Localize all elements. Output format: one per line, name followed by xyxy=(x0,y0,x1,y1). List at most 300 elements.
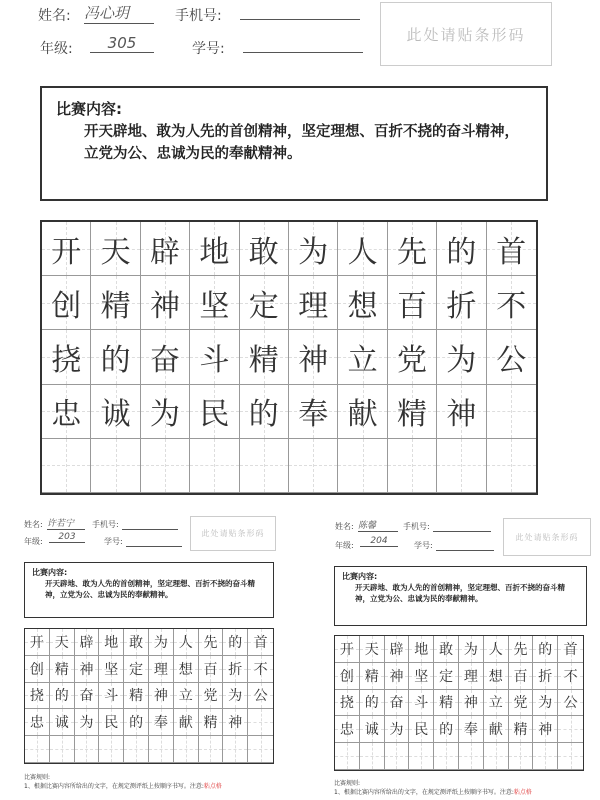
grid-cell xyxy=(149,683,174,710)
grid-cell xyxy=(409,716,434,743)
grid-cell xyxy=(174,656,199,683)
grid-cell xyxy=(335,636,360,663)
student-id-line xyxy=(126,545,182,547)
content-box xyxy=(334,566,587,626)
grid-cell xyxy=(388,276,437,330)
grid-cell xyxy=(91,439,140,493)
rules-block xyxy=(334,778,596,796)
grid-cell xyxy=(338,330,387,384)
grid-char: 立 xyxy=(488,695,503,712)
grid-cell xyxy=(50,656,75,683)
grid-char: 创 xyxy=(51,288,82,324)
grid-cell xyxy=(360,663,385,690)
grid-char: 首 xyxy=(253,634,268,651)
student-id-line xyxy=(436,549,494,551)
grid-cell xyxy=(459,716,484,743)
grid-char: 精 xyxy=(129,688,144,705)
content-title: 比赛内容: xyxy=(342,572,378,581)
grid-cell xyxy=(124,709,149,736)
grid-cell xyxy=(91,276,140,330)
grid-cell xyxy=(484,743,509,770)
grid-cell xyxy=(459,663,484,690)
grid-cell xyxy=(223,709,248,736)
grid-char: 奉 xyxy=(463,722,478,739)
grid-char: 奉 xyxy=(298,397,329,433)
grid-cell xyxy=(409,743,434,770)
grid-char: 斗 xyxy=(104,688,119,705)
grid-cell xyxy=(487,439,536,493)
grid-char: 理 xyxy=(153,661,168,678)
grid-char: 人 xyxy=(178,634,193,651)
grid-char: 诚 xyxy=(364,722,379,739)
grid-cell xyxy=(289,330,338,384)
grid-cell xyxy=(509,716,534,743)
name-value: 陈馨 xyxy=(358,518,398,532)
grid-char: 献 xyxy=(488,722,503,739)
rule-text: 1、根据比赛内容所给出的文字，在规定测评纸上按顺序书写。注意: xyxy=(24,783,204,790)
grid-cell xyxy=(99,629,124,656)
grid-char: 神 xyxy=(463,695,478,712)
grid-char: 为 xyxy=(463,641,478,658)
grid-cell xyxy=(223,629,248,656)
grid-char: 定 xyxy=(129,661,144,678)
grid-cell xyxy=(484,636,509,663)
grid-cell xyxy=(174,736,199,763)
grid-cell xyxy=(289,439,338,493)
grid-char: 民 xyxy=(104,715,119,732)
grid-char: 诚 xyxy=(100,397,131,433)
grid-cell xyxy=(487,222,536,276)
grid-cell xyxy=(199,683,224,710)
grid-char: 的 xyxy=(100,342,131,378)
grid-char: 的 xyxy=(439,722,454,739)
grid-char: 立 xyxy=(347,342,378,378)
grid-cell xyxy=(434,690,459,717)
grid-char: 折 xyxy=(538,668,553,685)
grid-cell xyxy=(248,629,273,656)
grid-char: 神 xyxy=(446,397,477,433)
grid-cell xyxy=(149,656,174,683)
grid-char: 精 xyxy=(248,342,279,378)
grid-cell xyxy=(42,385,91,439)
writing-grid xyxy=(24,628,274,764)
grid-char: 先 xyxy=(396,234,427,270)
phone-label: 手机号: xyxy=(92,520,119,529)
grid-char: 想 xyxy=(178,661,193,678)
phone-line xyxy=(240,18,360,20)
grade-label: 年级: xyxy=(335,541,354,550)
rules-block xyxy=(24,772,284,790)
grid-cell xyxy=(248,709,273,736)
grid-cell xyxy=(240,330,289,384)
barcode-box: 此处请贴条形码 xyxy=(380,2,552,66)
grid-cell xyxy=(240,385,289,439)
grid-char: 人 xyxy=(488,641,503,658)
grid-char: 坚 xyxy=(414,668,429,685)
grid-cell xyxy=(335,690,360,717)
grid-char: 想 xyxy=(347,288,378,324)
grid-char: 百 xyxy=(203,661,218,678)
grid-cell xyxy=(533,716,558,743)
grid-char: 定 xyxy=(439,668,454,685)
grid-char: 挠 xyxy=(339,695,354,712)
grid-char: 奋 xyxy=(389,695,404,712)
grid-char: 的 xyxy=(538,641,553,658)
grid-cell xyxy=(335,743,360,770)
grid-cell xyxy=(385,663,410,690)
grid-cell xyxy=(509,636,534,663)
grid-cell xyxy=(50,709,75,736)
grid-cell xyxy=(91,222,140,276)
student-id-label: 学号: xyxy=(192,41,225,57)
grid-char: 民 xyxy=(414,722,429,739)
grid-char: 立 xyxy=(178,688,193,705)
grid-char: 党 xyxy=(203,688,218,705)
grid-cell xyxy=(91,385,140,439)
grid-cell xyxy=(487,330,536,384)
grid-cell xyxy=(360,743,385,770)
grid-char: 精 xyxy=(203,715,218,732)
writing-grid xyxy=(40,220,538,495)
grid-char: 忠 xyxy=(51,397,82,433)
grid-cell xyxy=(335,716,360,743)
grid-char: 先 xyxy=(513,641,528,658)
grid-char: 的 xyxy=(248,397,279,433)
barcode-box: 此处请贴条形码 xyxy=(503,518,591,556)
grid-cell xyxy=(174,709,199,736)
grid-cell xyxy=(124,683,149,710)
grid-cell xyxy=(437,385,486,439)
grid-cell xyxy=(174,629,199,656)
grid-cell xyxy=(385,743,410,770)
grid-cell xyxy=(533,690,558,717)
grid-char: 地 xyxy=(199,234,230,270)
grid-cell xyxy=(434,636,459,663)
grid-cell xyxy=(99,656,124,683)
grade-value: 204 xyxy=(360,536,398,547)
grid-cell xyxy=(484,663,509,690)
grid-cell xyxy=(75,683,100,710)
grid-cell xyxy=(558,716,583,743)
grid-char: 精 xyxy=(513,722,528,739)
phone-line xyxy=(433,530,491,532)
grid-cell xyxy=(223,656,248,683)
grid-char: 精 xyxy=(439,695,454,712)
name-value: 冯心玥 xyxy=(84,2,154,24)
grid-cell xyxy=(437,276,486,330)
grid-cell xyxy=(50,629,75,656)
grid-char: 天 xyxy=(364,641,379,658)
grid-cell xyxy=(434,743,459,770)
grid-char: 不 xyxy=(496,288,527,324)
grid-char: 敢 xyxy=(129,634,144,651)
grid-cell xyxy=(75,709,100,736)
grid-cell xyxy=(99,709,124,736)
grid-cell xyxy=(149,629,174,656)
grid-cell xyxy=(558,636,583,663)
grid-cell xyxy=(459,636,484,663)
grid-cell xyxy=(25,683,50,710)
grid-char: 斗 xyxy=(199,342,230,378)
grid-cell xyxy=(484,690,509,717)
rules-title: 比赛规则: xyxy=(24,774,51,781)
grid-cell xyxy=(385,716,410,743)
writing-grid xyxy=(334,635,584,771)
grid-cell xyxy=(199,656,224,683)
grid-char: 天 xyxy=(100,234,131,270)
grid-cell xyxy=(42,439,91,493)
grid-char: 理 xyxy=(463,668,478,685)
grid-char: 诚 xyxy=(54,715,69,732)
grid-char: 首 xyxy=(496,234,527,270)
grid-cell xyxy=(409,663,434,690)
grid-char: 忠 xyxy=(339,722,354,739)
grid-char: 想 xyxy=(488,668,503,685)
grid-char: 地 xyxy=(414,641,429,658)
grade-value: 305 xyxy=(90,34,154,53)
grid-cell xyxy=(199,709,224,736)
grid-cell xyxy=(437,222,486,276)
grid-cell xyxy=(385,690,410,717)
grid-char: 公 xyxy=(496,342,527,378)
grid-char: 神 xyxy=(298,342,329,378)
grid-cell xyxy=(50,736,75,763)
grid-cell xyxy=(42,222,91,276)
grid-char: 神 xyxy=(149,288,180,324)
grid-char: 的 xyxy=(446,234,477,270)
grid-char: 奉 xyxy=(153,715,168,732)
grid-char: 折 xyxy=(446,288,477,324)
grid-char: 地 xyxy=(104,634,119,651)
grid-cell xyxy=(388,439,437,493)
grid-char: 坚 xyxy=(199,288,230,324)
grid-cell xyxy=(50,683,75,710)
grid-char: 辟 xyxy=(389,641,404,658)
student-id-line xyxy=(243,51,363,53)
grid-cell xyxy=(25,709,50,736)
grid-char: 神 xyxy=(538,722,553,739)
content-text: 开天辟地、敢为人先的首创精神，坚定理想、百折不挠的奋斗精神，立党为公、忠诚为民的奉献精神。 xyxy=(45,579,255,599)
grid-cell xyxy=(360,690,385,717)
grid-char: 民 xyxy=(199,397,230,433)
grid-cell xyxy=(190,276,239,330)
grid-char: 为 xyxy=(153,634,168,651)
grid-cell xyxy=(124,629,149,656)
grid-char: 献 xyxy=(178,715,193,732)
grid-cell xyxy=(388,222,437,276)
grid-char: 开 xyxy=(51,234,82,270)
grid-cell xyxy=(388,330,437,384)
grid-cell xyxy=(141,222,190,276)
grid-cell xyxy=(487,385,536,439)
grid-cell xyxy=(385,636,410,663)
grid-char: 精 xyxy=(100,288,131,324)
grid-cell xyxy=(149,709,174,736)
grid-cell xyxy=(223,736,248,763)
phone-label: 手机号: xyxy=(403,522,430,531)
grid-char: 神 xyxy=(79,661,94,678)
grid-cell xyxy=(141,385,190,439)
grid-cell xyxy=(533,663,558,690)
grid-cell xyxy=(388,385,437,439)
grid-char: 理 xyxy=(298,288,329,324)
grid-char: 公 xyxy=(253,688,268,705)
grid-char: 创 xyxy=(29,661,44,678)
name-value: 许若宁 xyxy=(47,516,85,530)
grid-char: 挠 xyxy=(51,342,82,378)
grid-cell xyxy=(223,683,248,710)
grade-label: 年级: xyxy=(24,537,43,546)
grid-cell xyxy=(509,743,534,770)
grid-char: 斗 xyxy=(414,695,429,712)
grade-value: 203 xyxy=(49,532,85,543)
phone-line xyxy=(122,528,178,530)
grid-cell xyxy=(199,629,224,656)
grid-char: 为 xyxy=(228,688,243,705)
grid-cell xyxy=(25,736,50,763)
grid-char: 奋 xyxy=(79,688,94,705)
grid-char: 为 xyxy=(538,695,553,712)
grid-cell xyxy=(25,629,50,656)
content-box xyxy=(24,562,274,618)
grid-char: 定 xyxy=(248,288,279,324)
grid-char: 献 xyxy=(347,397,378,433)
grid-char: 辟 xyxy=(79,634,94,651)
grid-char: 为 xyxy=(298,234,329,270)
grid-cell xyxy=(248,683,273,710)
grid-cell xyxy=(437,439,486,493)
grid-cell xyxy=(199,736,224,763)
grid-cell xyxy=(409,690,434,717)
grid-cell xyxy=(124,736,149,763)
grid-cell xyxy=(141,276,190,330)
grid-cell xyxy=(240,276,289,330)
grid-char: 的 xyxy=(54,688,69,705)
grid-char: 辟 xyxy=(149,234,180,270)
grid-cell xyxy=(174,683,199,710)
grid-cell xyxy=(75,736,100,763)
grid-cell xyxy=(409,636,434,663)
grid-char: 的 xyxy=(364,695,379,712)
student-id-label: 学号: xyxy=(414,541,433,550)
grid-cell xyxy=(434,663,459,690)
grid-cell xyxy=(360,716,385,743)
grid-cell xyxy=(42,330,91,384)
name-label: 姓名: xyxy=(38,8,71,24)
grid-char: 不 xyxy=(563,668,578,685)
grid-char: 百 xyxy=(396,288,427,324)
grid-char: 创 xyxy=(339,668,354,685)
grid-char: 公 xyxy=(563,695,578,712)
name-label: 姓名: xyxy=(335,522,354,531)
grid-char: 不 xyxy=(253,661,268,678)
grid-cell xyxy=(558,743,583,770)
grid-cell xyxy=(91,330,140,384)
grid-cell xyxy=(459,743,484,770)
grid-char: 为 xyxy=(389,722,404,739)
content-title: 比赛内容: xyxy=(56,100,122,118)
grid-char: 精 xyxy=(396,397,427,433)
grid-cell xyxy=(509,663,534,690)
grid-char: 精 xyxy=(54,661,69,678)
grid-cell xyxy=(434,716,459,743)
grid-cell xyxy=(558,690,583,717)
grid-char: 百 xyxy=(513,668,528,685)
phone-label: 手机号: xyxy=(175,8,222,24)
content-text: 开天辟地、敢为人先的首创精神，坚定理想、百折不挠的奋斗精神，立党为公、忠诚为民的奉献精神。 xyxy=(355,583,565,603)
grid-cell xyxy=(75,629,100,656)
grid-cell xyxy=(558,663,583,690)
grid-cell xyxy=(25,656,50,683)
grid-cell xyxy=(509,690,534,717)
grid-char: 为 xyxy=(149,397,180,433)
grid-cell xyxy=(248,736,273,763)
grid-cell xyxy=(487,276,536,330)
grid-cell xyxy=(335,663,360,690)
grid-char: 人 xyxy=(347,234,378,270)
grid-cell xyxy=(338,222,387,276)
grid-cell xyxy=(338,385,387,439)
grid-cell xyxy=(338,439,387,493)
content-title: 比赛内容: xyxy=(32,568,68,577)
grid-cell xyxy=(124,656,149,683)
grid-char: 党 xyxy=(513,695,528,712)
grid-char: 精 xyxy=(364,668,379,685)
grid-cell xyxy=(338,276,387,330)
grid-cell xyxy=(437,330,486,384)
rule-red: 粘点格 xyxy=(203,783,222,790)
grid-char: 天 xyxy=(54,634,69,651)
grid-char: 敢 xyxy=(248,234,279,270)
grid-char: 的 xyxy=(228,634,243,651)
grid-char: 敢 xyxy=(439,641,454,658)
content-text: 开天辟地、敢为人先的首创精神，坚定理想、百折不挠的奋斗精神，立党为公、忠诚为民的奉献精神。 xyxy=(84,123,519,162)
grid-char: 神 xyxy=(153,688,168,705)
grid-cell xyxy=(289,385,338,439)
grid-cell xyxy=(484,716,509,743)
grid-cell xyxy=(141,330,190,384)
grid-cell xyxy=(190,222,239,276)
grid-char: 党 xyxy=(396,342,427,378)
grid-cell xyxy=(190,439,239,493)
grid-cell xyxy=(99,736,124,763)
grid-cell xyxy=(459,690,484,717)
grid-char: 神 xyxy=(389,668,404,685)
grid-char: 的 xyxy=(129,715,144,732)
grid-char: 坚 xyxy=(104,661,119,678)
grid-cell xyxy=(240,222,289,276)
name-label: 姓名: xyxy=(24,520,43,529)
student-id-label: 学号: xyxy=(104,537,123,546)
grid-cell xyxy=(360,636,385,663)
grid-char: 挠 xyxy=(29,688,44,705)
grid-cell xyxy=(248,656,273,683)
grid-cell xyxy=(289,276,338,330)
grid-char: 开 xyxy=(29,634,44,651)
grid-cell xyxy=(289,222,338,276)
grid-cell xyxy=(75,656,100,683)
barcode-box: 此处请贴条形码 xyxy=(190,516,276,551)
grid-char: 先 xyxy=(203,634,218,651)
grid-cell xyxy=(141,439,190,493)
grid-char: 神 xyxy=(228,715,243,732)
grid-char: 奋 xyxy=(149,342,180,378)
grid-cell xyxy=(190,330,239,384)
content-box xyxy=(40,86,548,201)
grid-cell xyxy=(240,439,289,493)
grid-cell xyxy=(533,636,558,663)
grid-cell xyxy=(190,385,239,439)
